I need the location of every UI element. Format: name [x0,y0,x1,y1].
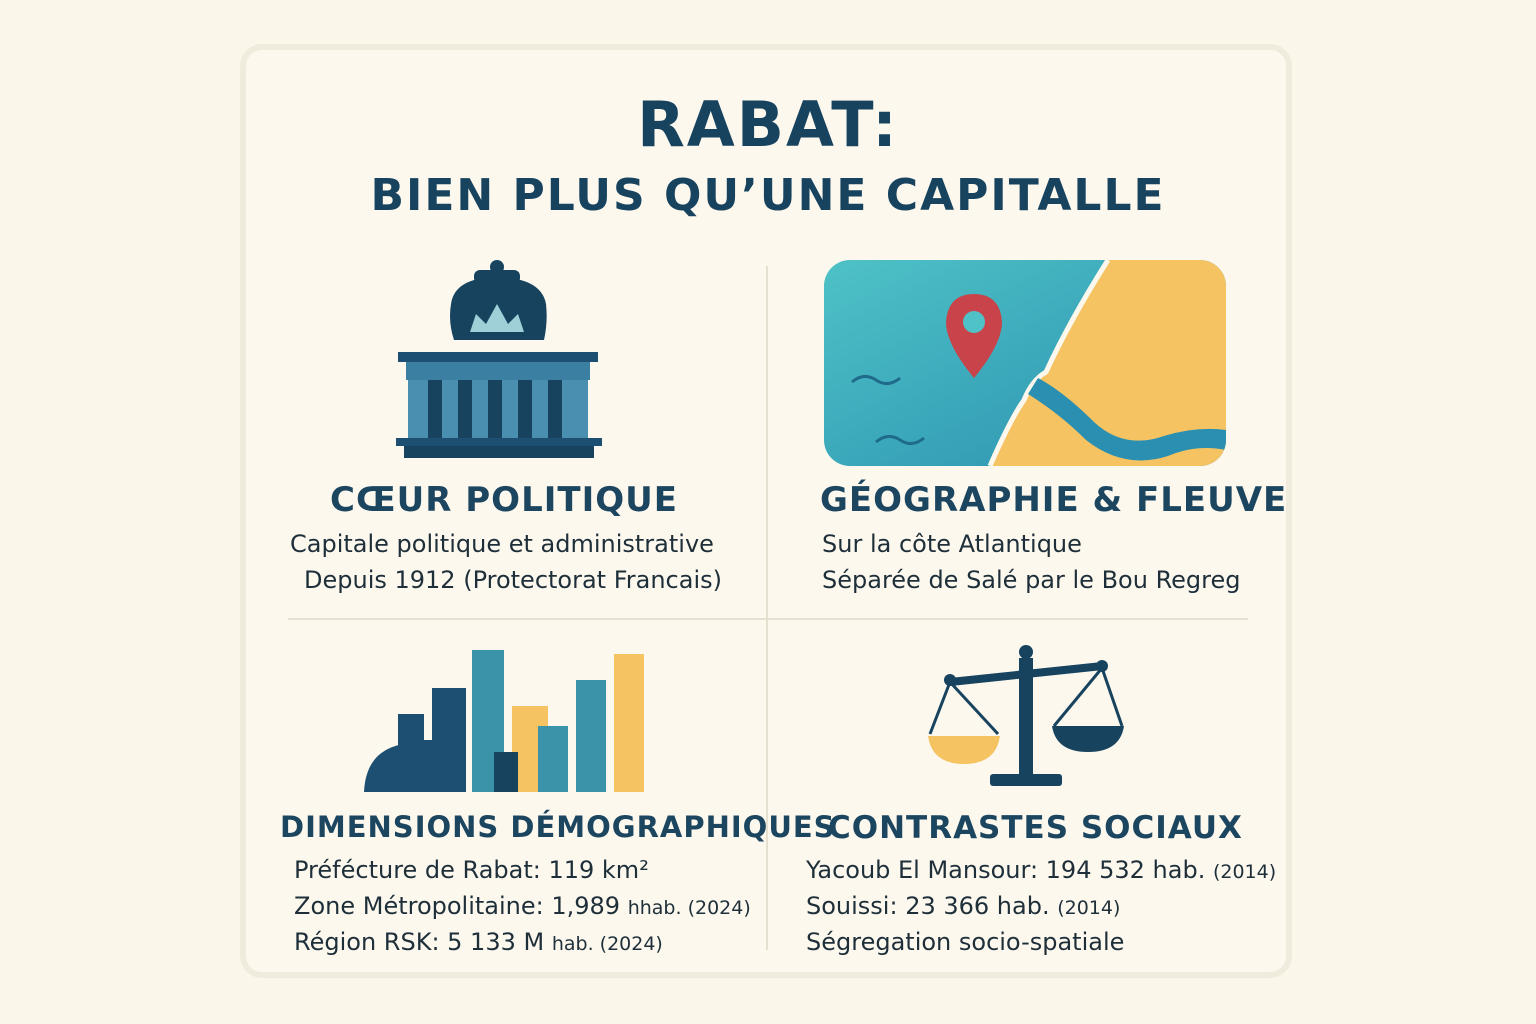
horizontal-divider [288,618,1248,620]
social-line-1: Yacoub El Mansour: 194 532 hab. (2014) [806,856,1277,884]
page-title: RABAT: [637,88,899,161]
demographie-line-1: Préfécture de Rabat: 119 km² [294,856,649,884]
parliament-crown-icon [394,256,604,462]
coastal-map-pin-icon [824,260,1226,466]
section-heading-geographie: GÉOGRAPHIE & FLEUVE [820,480,1288,520]
social-line-3: Ségregation socio-spatiale [806,928,1125,956]
demographie-line-2: Zone Métropolitaine: 1,989 hhab. (2024) [294,892,751,920]
demographie-line-3: Région RSK: 5 133 M hab. (2024) [294,928,663,956]
politique-line-2: Depuis 1912 (Protectorat Francais) [304,566,722,594]
geographie-line-1: Sur la côte Atlantique [822,530,1082,558]
balance-scale-icon [926,642,1126,790]
social-line-2: Souissi: 23 366 hab. (2014) [806,892,1121,920]
politique-line-1: Capitale politique et administrative [290,530,714,558]
section-heading-politique: CŒUR POLITIQUE [330,480,678,520]
city-skyline-bars-icon [364,646,648,794]
vertical-divider [766,266,768,950]
page-subtitle: BIEN PLUS QU’UNE CAPITALLE [370,170,1166,221]
geographie-line-2: Séparée de Salé par le Bou Regreg [822,566,1241,594]
section-heading-demographie: DIMENSIONS DÉMOGRAPHIQUES [280,810,836,844]
section-heading-social: CONTRASTES SOCIAUX [828,810,1243,846]
